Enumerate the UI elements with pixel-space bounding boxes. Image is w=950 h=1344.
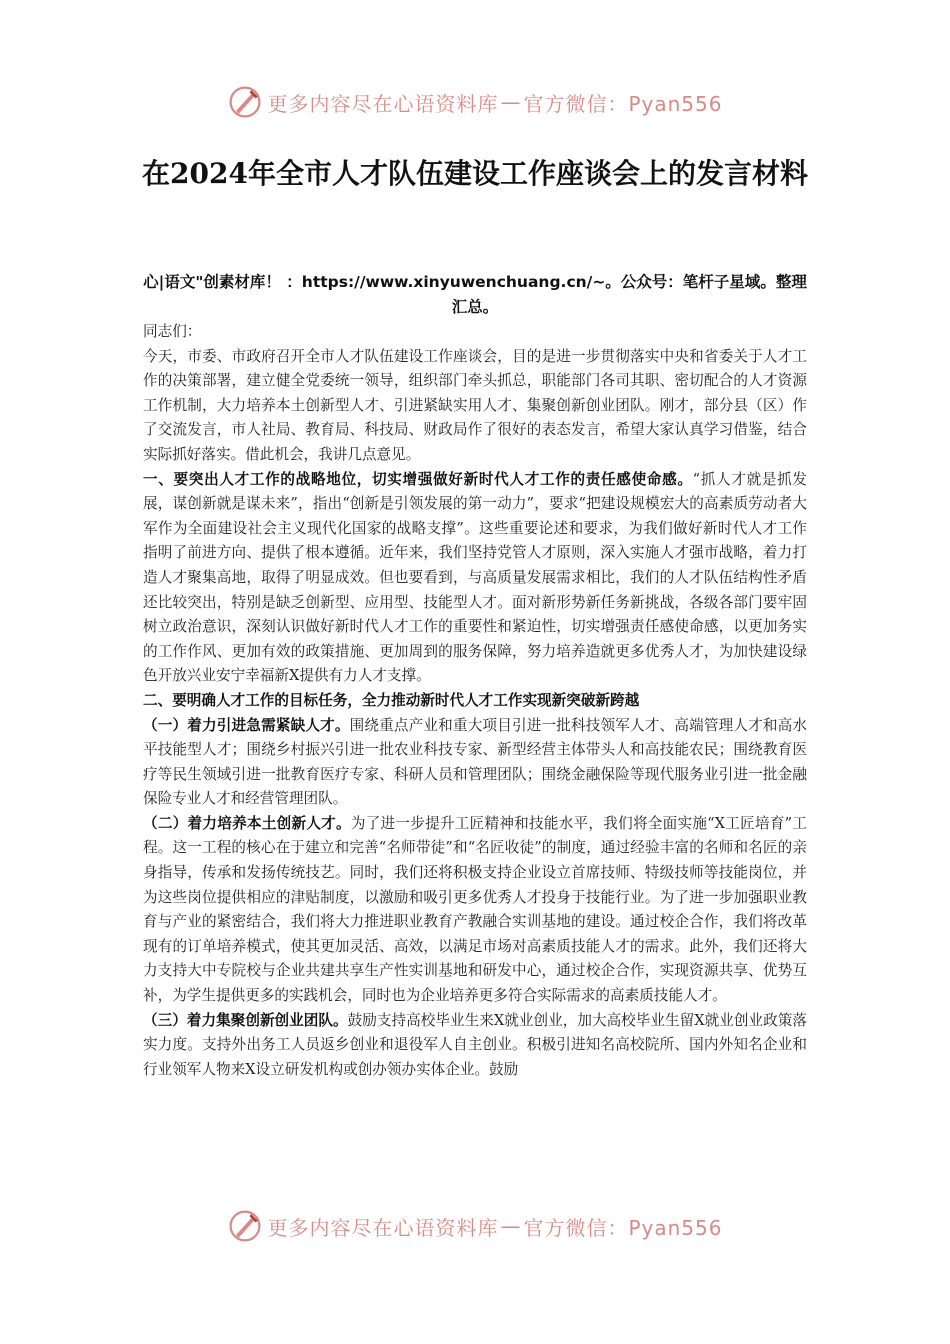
pen-logo-icon bbox=[227, 1208, 263, 1244]
section-2-heading: 二、要明确人才工作的目标任务，全力推动新时代人才工作实现新突破新跨越 bbox=[143, 691, 640, 709]
section-1 bbox=[143, 468, 807, 689]
watermark-wechat: 官方微信：Pyan556 bbox=[523, 91, 723, 116]
subsection-1-text: 围绕重点产业和重大项目引进一批科技领军人才、高端管理人才和高水平技能型人才；围绕乡村振兴引进一批农业科技专家、新型经营主体带头人和高技能农民；围绕教育医疗等民生领域引进一批教育医疗专家、科研人员和管理团队；围绕金融保险等现代服务业引进一批金融保险专业人才和经营管理团队。 bbox=[143, 716, 807, 808]
watermark-wechat: 官方微信：Pyan556 bbox=[523, 1215, 723, 1240]
subsection-3-heading: （三）着力集聚创新创业团队。 bbox=[143, 1011, 348, 1029]
subsection-1 bbox=[143, 714, 807, 812]
salutation: 同志们： bbox=[143, 323, 202, 340]
subsection-2-text: 为了进一步提升工匠精神和技能水平，我们将全面实施“X工匠培育”工程。这一工程的核心在于建立和完善“名师带徒”和“名匠收徒”的制度，通过经验丰富的名师和名匠的亲身指导，传承和发扬传统技艺。同时，我们还将积极支持企业设立首席技师、特级技师等技能岗位，并为这些岗位提供相应的津贴制度，以激励和吸引更多优秀人才投身于技能行业。为了进一步加强职业教育与产业的紧密结合，我们将大力推进职业教育产教融合实训基地的建设。通过校企合作，我们将改革现有的订单培养模式，使其更加灵活、高效，以满足市场对高素质技能人才的需求。此外，我们还将大力支持大中专院校与企业共建共享生产性实训基地和研发中心，通过校企合作，实现资源共享、优势互补，为学生提供更多的实践机会，同时也为企业培养更多符合实际需求的高素质技能人才。 bbox=[143, 814, 807, 1005]
subsection-1-heading: （一）着力引进急需紧缺人才。 bbox=[143, 716, 350, 734]
document-body bbox=[143, 320, 807, 1082]
watermark-text: 更多内容尽在心语资料库 bbox=[267, 1215, 499, 1240]
source-line: 心|语文"创素材库！ ：https://www.xinyuwenchuang.cn/~。公众号：笔杆子星域。整理汇总。 bbox=[143, 273, 807, 316]
pen-logo-icon bbox=[227, 84, 263, 120]
watermark-dash: — bbox=[500, 1214, 522, 1238]
watermark-banner-bottom bbox=[0, 1208, 950, 1244]
section-1-text: “抓人才就是抓发展，谋创新就是谋未来”，指出“创新是引领发展的第一动力”，要求“把建设规模宏大的高素质劳动者大军作为全面建设社会主义现代化国家的战略支撑”。这些重要论述和要求，为我们做好新时代人才工作指明了前进方向、提供了根本遵循。近年来，我们坚持党管人才原则，深入实施人才强市战略，着力打造人才聚集高地，取得了明显成效。但也要看到，与高质量发展需求相比，我们的人才队伍结构性矛盾还比较突出，特别是缺乏创新型、应用型、技能型人才。面对新形势新任务新挑战，各级各部门要牢固树立政治意识，深刻认识做好新时代人才工作的重要性和紧迫性，切实增强责任感使命感，以更加务实的工作作风、更加有效的政策措施、更加周到的服务保障，努力培养造就更多优秀人才，为加快建设绿色开放兴业安宁幸福新X提供有力人才支撑。 bbox=[143, 470, 807, 685]
watermark-banner-top bbox=[0, 84, 950, 120]
section-1-heading: 一、要突出人才工作的战略地位，切实增强做好新时代人才工作的责任感使命感。 bbox=[143, 470, 693, 488]
subsection-2 bbox=[143, 812, 807, 1009]
subsection-2-heading: （二）着力培养本土创新人才。 bbox=[143, 814, 351, 832]
watermark-dash: — bbox=[500, 90, 522, 114]
subsection-3-text: 鼓励支持高校毕业生来X就业创业，加大高校毕业生留X就业创业政策落实力度。支持外出务工人员返乡创业和退役军人自主创业。积极引进知名高校院所、国内外知名企业和行业领军人物来X设立研发机构或创办领办实体企业。鼓励 bbox=[143, 1011, 807, 1078]
intro-paragraph: 今天，市委、市政府召开全市人才队伍建设工作座谈会，目的是进一步贯彻落实中央和省委关于人才工作的决策部署，建立健全党委统一领导，组织部门牵头抓总，职能部门各司其职、密切配合的人才资源工作机制，大力培养本土创新型人才、引进紧缺实用人才、集聚创新创业团队。刚才，部分县（区）作了交流发言，市人社局、教育局、科技局、财政局作了很好的表态发言，希望大家认真学习借鉴，结合实际抓好落实。借此机会，我讲几点意见。 bbox=[143, 347, 807, 463]
subsection-3 bbox=[143, 1009, 807, 1083]
watermark-text: 更多内容尽在心语资料库 bbox=[267, 91, 499, 116]
document-title: 在2024年全市人才队伍建设工作座谈会上的发言材料 bbox=[142, 157, 808, 190]
